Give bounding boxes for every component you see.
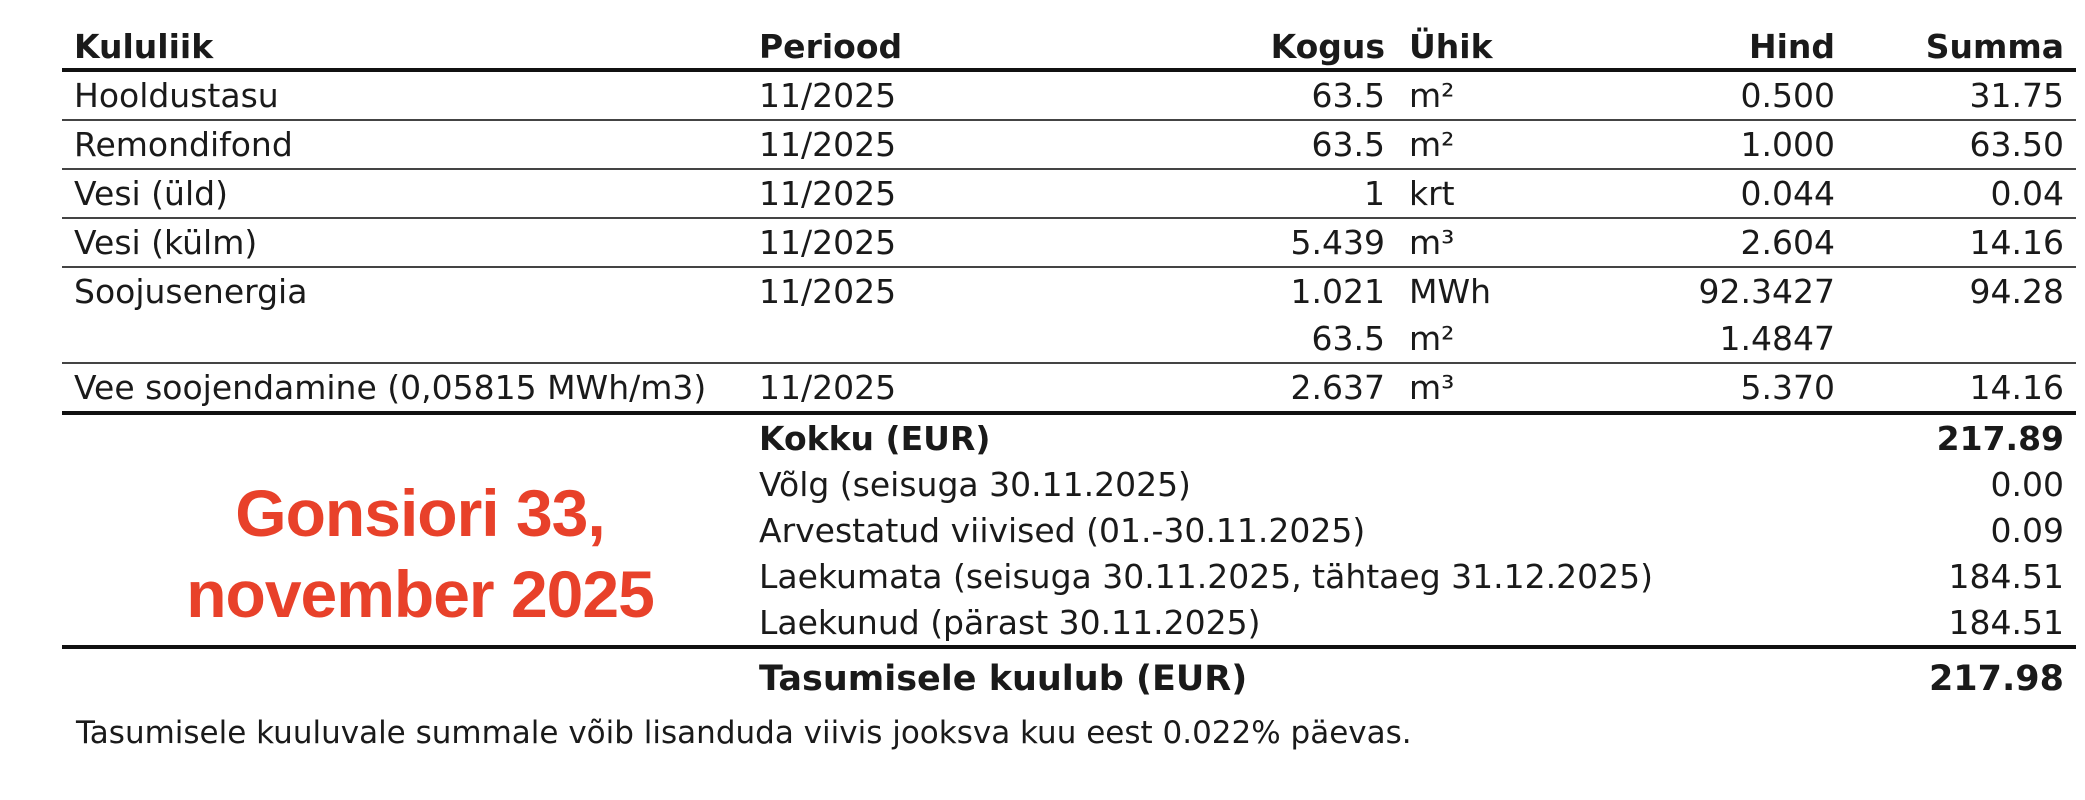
late-fee-note: Tasumisele kuuluvale summale võib lisanduda viivis jooksva kuu eest 0.022% päevas. [76,715,1412,751]
row-price: 92.3427 [1698,272,1835,311]
summary-unpaid-value: 184.51 [1948,556,2064,596]
row-qty: 63.5 [1052,120,1397,169]
table-row [62,218,2076,267]
row-qty: 63.5 [1052,70,1397,120]
summary-fines-label: Arvestatud viivised (01.-30.11.2025) [759,510,1366,550]
table-row [62,120,2076,169]
row-price: 5.370 [1597,363,1847,413]
row-period: 11/2025 [747,218,1052,267]
table-row [62,267,2076,315]
row-unit: MWh [1409,272,1492,311]
summary-due-value: 217.98 [1928,659,2064,699]
summary-unpaid-label: Laekumata (seisuga 30.11.2025, tähtaeg 31.12.2025) [759,556,1653,596]
row-qty: 63.5 [1052,315,1397,363]
table-row [62,70,2076,120]
table-row [62,169,2076,218]
row-item: Vee soojendamine (0,05815 MWh/m3) [62,363,747,413]
row-unit: m² [1397,120,1597,169]
table-row-continuation [62,315,2076,363]
summary-debt-value: 0.00 [1990,464,2064,504]
summary-received-value: 184.51 [1847,599,2076,647]
row-unit: m³ [1397,218,1597,267]
row-price: 1.000 [1597,120,1847,169]
row-period: 11/2025 [747,120,1052,169]
address-overlay-line1: Gonsiori 33, [235,476,605,550]
header-period: Periood [747,20,1052,70]
summary-total-value: 217.89 [1936,418,2064,458]
row-item: Vesi (üld) [62,169,747,218]
row-sum: 14.16 [1847,218,2076,267]
header-unit: Ühik [1397,20,1597,70]
row-sum [1847,315,2076,363]
row-unit: m³ [1397,363,1597,413]
summary-fines-value: 0.09 [1990,510,2064,550]
summary-total-label: Kokku (EUR) [759,418,991,458]
summary-received-label: Laekunud (pärast 30.11.2025) [747,599,1847,647]
header-qty: Kogus [1052,20,1397,70]
row-unit: krt [1397,169,1597,218]
row-price: 0.044 [1597,169,1847,218]
row-price: 1.4847 [1597,315,1847,363]
row-item: Hooldustasu [62,70,747,120]
table-row [62,363,2076,413]
row-unit: m² [1397,70,1597,120]
row-qty: 2.637 [1052,363,1397,413]
row-item [62,315,747,363]
summary-total-row [62,413,2076,461]
row-sum: 63.50 [1847,120,2076,169]
row-sum: 31.75 [1847,70,2076,120]
row-item: Remondifond [62,120,747,169]
row-unit: m² [1397,315,1597,363]
header-item: Kululiik [62,20,747,70]
row-qty: 5.439 [1052,218,1397,267]
summary-due-label: Tasumisele kuulub (EUR) [759,659,1248,699]
row-item: Soojusenergia [74,272,308,311]
address-overlay-line2: november 2025 [186,557,654,631]
header-sum: Summa [1847,20,2076,70]
row-price: 2.604 [1597,218,1847,267]
row-sum: 14.16 [1847,363,2076,413]
table-header-row [62,20,2076,70]
summary-debt-label: Võlg (seisuga 30.11.2025) [759,464,1191,504]
row-item: Vesi (külm) [62,218,747,267]
row-period: 11/2025 [747,169,1052,218]
row-period: 11/2025 [747,363,1052,413]
row-sum: 94.28 [1969,272,2064,311]
row-price: 0.500 [1597,70,1847,120]
row-period: 11/2025 [759,272,897,311]
address-overlay [135,473,705,635]
row-period [747,315,1052,363]
row-qty: 1.021 [1290,272,1385,311]
summary-due-row [62,647,2076,709]
row-qty: 1 [1052,169,1397,218]
header-price: Hind [1597,20,1847,70]
row-period: 11/2025 [747,70,1052,120]
row-sum: 0.04 [1847,169,2076,218]
